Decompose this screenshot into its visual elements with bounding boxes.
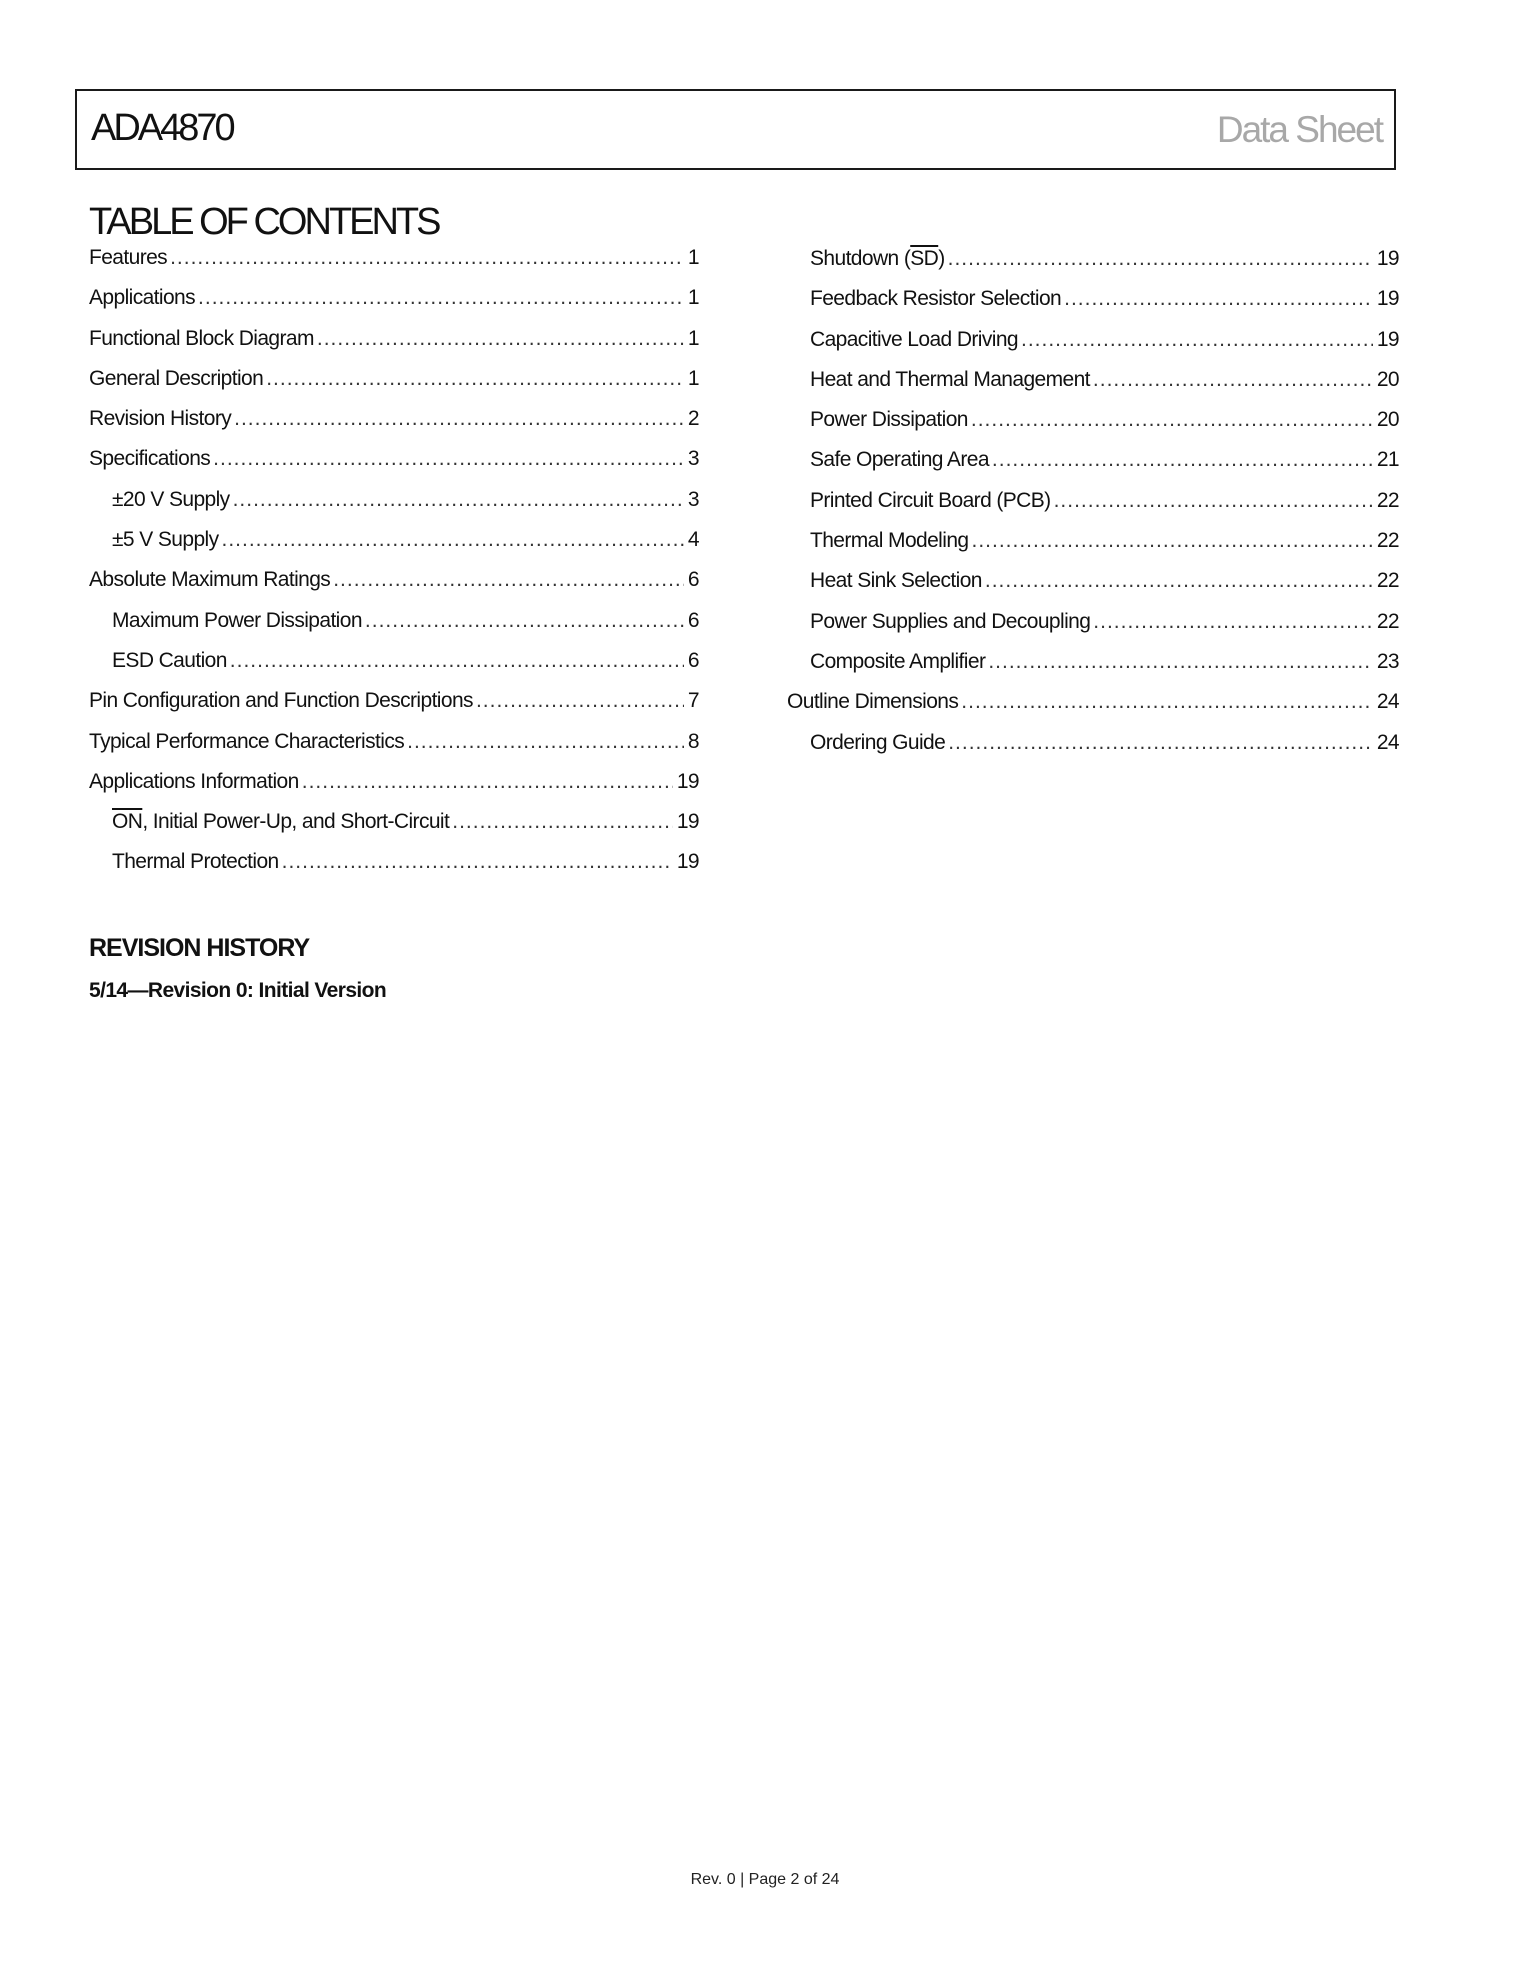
- toc-dot-leader: [365, 607, 684, 635]
- toc-entry[interactable]: [89, 566, 699, 606]
- toc-entry-label: Printed Circuit Board (PCB): [810, 488, 1051, 512]
- toc-page-number: 1: [687, 366, 699, 390]
- toc-page-number: 19: [676, 769, 699, 793]
- toc-page-number: 22: [1376, 488, 1399, 512]
- toc-dot-leader: [1064, 285, 1373, 313]
- document-type: Data Sheet: [1216, 109, 1382, 150]
- toc-entry[interactable]: [89, 325, 699, 365]
- toc-page-number: 22: [1376, 569, 1399, 593]
- toc-entry[interactable]: [89, 728, 699, 768]
- toc-entry[interactable]: [787, 648, 1399, 688]
- toc-entry-label: Maximum Power Dissipation: [112, 608, 362, 632]
- page-footer: Rev. 0 | Page 2 of 24: [690, 1871, 840, 1888]
- toc-entry-label: General Description: [89, 366, 264, 390]
- toc-entry[interactable]: [787, 446, 1399, 486]
- toc-entry-label: Ordering Guide: [810, 730, 946, 754]
- toc-entry-label: Capacitive Load Driving: [810, 327, 1018, 351]
- toc-page-number: 3: [687, 447, 699, 471]
- toc-right-column: [787, 245, 1399, 769]
- toc-entry-label: Absolute Maximum Ratings: [89, 568, 331, 592]
- toc-dot-leader: [407, 728, 684, 756]
- toc-entry[interactable]: [89, 607, 699, 647]
- revision-history-title: REVISION HISTORY: [89, 934, 310, 962]
- toc-page-number: 6: [687, 648, 699, 672]
- toc-dot-leader: [971, 527, 1372, 555]
- toc-entry-label: Pin Configuration and Function Descriptions: [89, 689, 473, 713]
- toc-entry-label: [810, 245, 945, 273]
- toc-entry-label: [112, 808, 449, 836]
- page-header: [75, 89, 1396, 170]
- toc-entry-label: Specifications: [89, 447, 211, 471]
- toc-entry[interactable]: [89, 486, 699, 526]
- toc-page-number: 19: [676, 850, 699, 874]
- toc-entry[interactable]: [787, 688, 1399, 728]
- toc-entry-label: Composite Amplifier: [810, 649, 986, 673]
- toc-dot-leader: [333, 566, 684, 594]
- toc-entry[interactable]: [787, 406, 1399, 446]
- toc-dot-leader: [222, 526, 684, 554]
- toc-entry[interactable]: [89, 405, 699, 445]
- toc-dot-leader: [992, 446, 1373, 474]
- toc-entry[interactable]: [787, 326, 1399, 366]
- toc-entry[interactable]: [787, 729, 1399, 769]
- toc-page-number: 3: [687, 487, 699, 511]
- toc-dot-leader: [266, 365, 684, 393]
- toc-entry-label: Typical Performance Characteristics: [89, 729, 405, 753]
- toc-page-number: 19: [1376, 247, 1399, 270]
- toc-dot-leader: [476, 687, 684, 715]
- toc-entry-label: ESD Caution: [112, 648, 227, 672]
- toc-page-number: 19: [1376, 327, 1399, 351]
- toc-dot-leader: [1093, 366, 1373, 394]
- toc-entry[interactable]: [787, 245, 1399, 285]
- toc-page-number: 23: [1376, 649, 1399, 673]
- toc-entry[interactable]: [89, 284, 699, 324]
- toc-entry[interactable]: [89, 365, 699, 405]
- toc-entry-label-overline: $\overline{SD}$: [910, 247, 939, 270]
- toc-entry[interactable]: [89, 687, 699, 727]
- toc-dot-leader: [985, 567, 1373, 595]
- toc-title: TABLE OF CONTENTS: [89, 201, 439, 243]
- toc-entry-label: Power Supplies and Decoupling: [810, 609, 1091, 633]
- toc-entry-label: Feedback Resistor Selection: [810, 287, 1062, 311]
- toc-entry[interactable]: [787, 366, 1399, 406]
- toc-dot-leader: [233, 486, 684, 514]
- toc-dot-leader: [961, 688, 1373, 716]
- toc-dot-leader: [948, 245, 1373, 273]
- toc-page-number: 1: [687, 326, 699, 350]
- toc-entry-label: Outline Dimensions: [787, 690, 959, 714]
- toc-dot-leader: [170, 244, 684, 272]
- toc-page-number: 1: [687, 286, 699, 310]
- toc-dot-leader: [230, 647, 684, 675]
- toc-entry-label: Thermal Modeling: [810, 529, 969, 553]
- toc-entry[interactable]: [787, 487, 1399, 527]
- toc-dot-leader: [452, 808, 673, 836]
- toc-dot-leader: [971, 406, 1373, 434]
- toc-entry-label-overline: $\overline{ON}$: [112, 810, 143, 834]
- toc-page-number: 6: [687, 608, 699, 632]
- toc-page-number: 22: [1376, 609, 1399, 633]
- toc-dot-leader: [282, 848, 673, 876]
- revision-entry: 5/14—Revision 0: Initial Version: [89, 979, 387, 1002]
- toc-entry[interactable]: [787, 567, 1399, 607]
- product-name: ADA4870: [91, 107, 233, 149]
- toc-entry[interactable]: [787, 527, 1399, 567]
- toc-entry-label-rest: , Initial Power-Up, and Short-Circuit: [142, 810, 450, 834]
- toc-page-number: 2: [687, 407, 699, 431]
- toc-entry-label: Revision History: [89, 407, 232, 431]
- toc-dot-leader: [1093, 608, 1373, 636]
- toc-page-number: 6: [687, 568, 699, 592]
- toc-dot-leader: [198, 284, 684, 312]
- toc-entry-label: Safe Operating Area: [810, 448, 989, 472]
- toc-entry-label-suffix: ): [938, 247, 945, 270]
- toc-dot-leader: [1054, 487, 1373, 515]
- toc-entry-label: ±20 V Supply: [112, 487, 230, 511]
- toc-entry-label: Heat Sink Selection: [810, 569, 982, 593]
- toc-entry-label: ±5 V Supply: [112, 528, 219, 552]
- toc-dot-leader: [213, 445, 684, 473]
- toc-page-number: 20: [1376, 367, 1399, 391]
- toc-page-number: 20: [1376, 408, 1399, 432]
- toc-entry[interactable]: [89, 526, 699, 566]
- toc-page-number: 21: [1376, 448, 1399, 472]
- toc-left-column: [89, 244, 699, 889]
- toc-dot-leader: [302, 768, 673, 796]
- toc-entry[interactable]: [89, 647, 699, 687]
- toc-entry-label-prefix: Shutdown (: [810, 247, 911, 270]
- toc-entry[interactable]: [787, 285, 1399, 325]
- toc-dot-leader: [234, 405, 684, 433]
- toc-entry[interactable]: [89, 808, 699, 848]
- toc-entry-label: Heat and Thermal Management: [810, 367, 1090, 391]
- toc-dot-leader: [1021, 326, 1373, 354]
- toc-entry[interactable]: [89, 445, 699, 485]
- toc-entry-label: Functional Block Diagram: [89, 326, 314, 350]
- toc-entry[interactable]: [89, 768, 699, 808]
- toc-page-number: 24: [1376, 730, 1399, 754]
- toc-page-number: 8: [687, 729, 699, 753]
- toc-entry-label: Features: [89, 246, 168, 269]
- toc-dot-leader: [988, 648, 1372, 676]
- toc-page-number: 4: [687, 528, 699, 552]
- toc-entry-label: Power Dissipation: [810, 408, 968, 432]
- toc-page-number: 19: [1376, 287, 1399, 311]
- toc-entry[interactable]: [89, 244, 699, 284]
- toc-entry-label: Applications Information: [89, 769, 299, 793]
- toc-entry[interactable]: [89, 848, 699, 888]
- toc-page-number: 22: [1376, 529, 1399, 553]
- toc-dot-leader: [317, 325, 684, 353]
- toc-page-number: 19: [676, 810, 699, 834]
- toc-dot-leader: [948, 729, 1373, 757]
- toc-entry-label: Thermal Protection: [112, 850, 279, 874]
- toc-entry[interactable]: [787, 608, 1399, 648]
- toc-page-number: 1: [687, 246, 699, 269]
- toc-page-number: 7: [687, 689, 699, 713]
- toc-entry-label: Applications: [89, 286, 196, 310]
- toc-page-number: 24: [1376, 690, 1399, 714]
